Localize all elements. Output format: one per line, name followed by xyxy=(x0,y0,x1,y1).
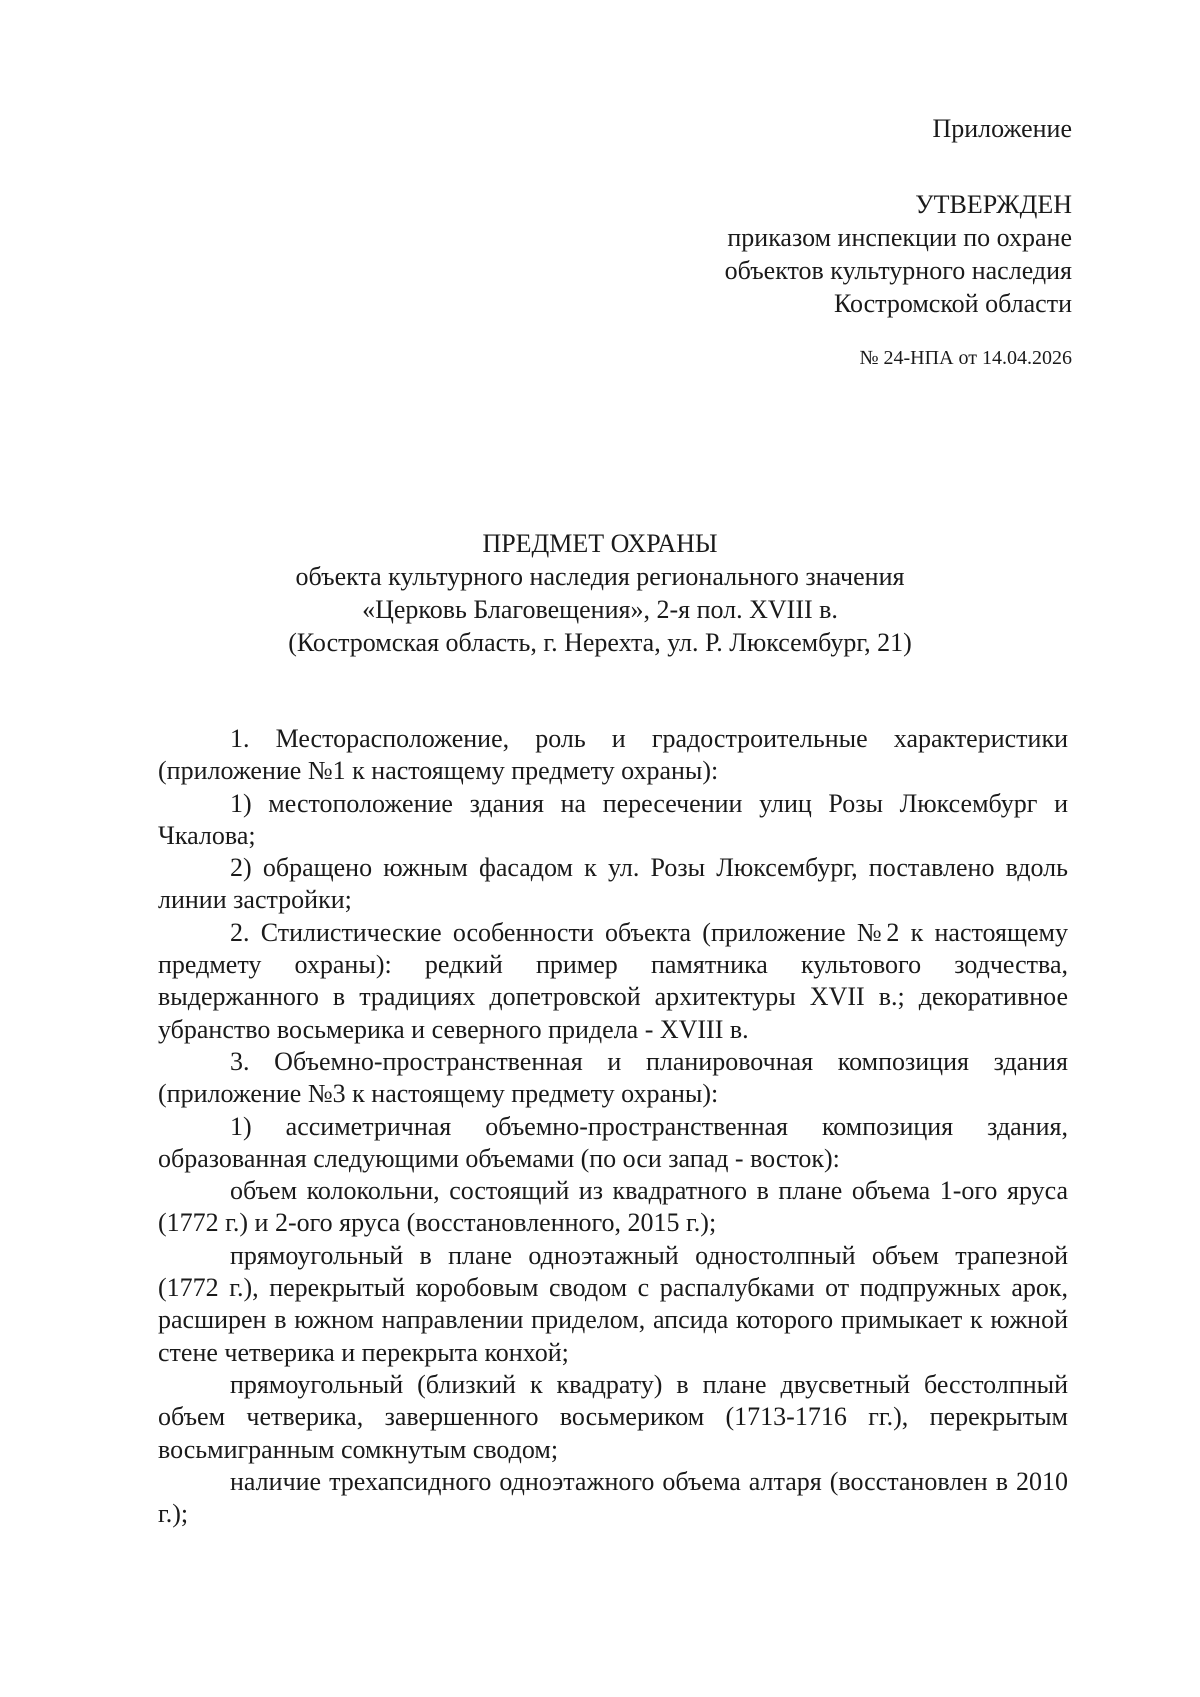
appendix-label xyxy=(932,112,1072,145)
approved-by-line: Костромской области xyxy=(833,289,1072,318)
approved-by-line: объектов культурного наследия xyxy=(724,256,1072,285)
approved-by-line: приказом инспекции по охране xyxy=(727,223,1072,252)
appendix-text: Приложение xyxy=(932,114,1072,143)
body-paragraph: наличие трехапсидного одноэтажного объема алтаря (восстановлен в 2010 г.); xyxy=(158,1466,1068,1529)
document-title xyxy=(100,527,1100,659)
body-paragraph: прямоугольный (близкий к квадрату) в плане двусветный бесстолпный объем четверика, завершенного восьмериком (1713-1716 гг.), перекрытым восьмигранным сомкнутым сводом; xyxy=(158,1369,1068,1464)
body-paragraph: 1) ассиметричная объемно-пространственная композиция здания, образованная следующими объемами (по оси запад - восток): xyxy=(158,1111,1068,1173)
body-paragraph: 1. Месторасположение, роль и градостроительные характеристики (приложение №1 к настоящему предмету охраны): xyxy=(158,724,1068,786)
title-address: (Костромская область, г. Нерехта, ул. Р. Люксембург, 21) xyxy=(288,628,912,657)
title-subline: объекта культурного наследия регионального значения xyxy=(295,562,905,591)
approved-heading: УТВЕРЖДЕН xyxy=(915,190,1072,219)
title-subline: «Церковь Благовещения», 2-я пол. XVIII в. xyxy=(362,595,838,624)
approval-stamp-block xyxy=(725,188,1072,320)
body-paragraph: 1) местоположение здания на пересечении улиц Розы Люксембург и Чкалова; xyxy=(158,788,1068,850)
order-number: № 24-НПА от 14.04.2026 xyxy=(859,347,1072,369)
body-paragraph: 2) обращено южным фасадом к ул. Розы Люксембург, поставлено вдоль линии застройки; xyxy=(158,853,1068,915)
body-paragraph: прямоугольный в плане одноэтажный одностолпный объем трапезной (1772 г.), перекрытый коробовым сводом с распалубками от подпружных арок, расширен в южном направлении приделом, апсида которого примыкает к южной стене четверика и перекрыта конхой; xyxy=(158,1240,1068,1367)
body-paragraph: 3. Объемно-пространственная и планировочная композиция здания (приложение №3 к настоящему предмету охраны): xyxy=(158,1046,1068,1109)
title-heading: ПРЕДМЕТ ОХРАНЫ xyxy=(482,529,718,558)
document-body xyxy=(158,723,1068,1530)
body-paragraph: 2. Стилистические особенности объекта (приложение №2 к настоящему предмету охраны): редкий пример памятника культового зодчества, выдержанного в традициях допетровской архитектуры XVII в.; декоративное убранство восьмерика и северного придела - XVIII в. xyxy=(158,917,1068,1044)
body-paragraph: объем колокольни, состоящий из квадратного в плане объема 1-ого яруса (1772 г.) и 2-ого яруса (восстановленного, 2015 г.); xyxy=(158,1176,1068,1238)
